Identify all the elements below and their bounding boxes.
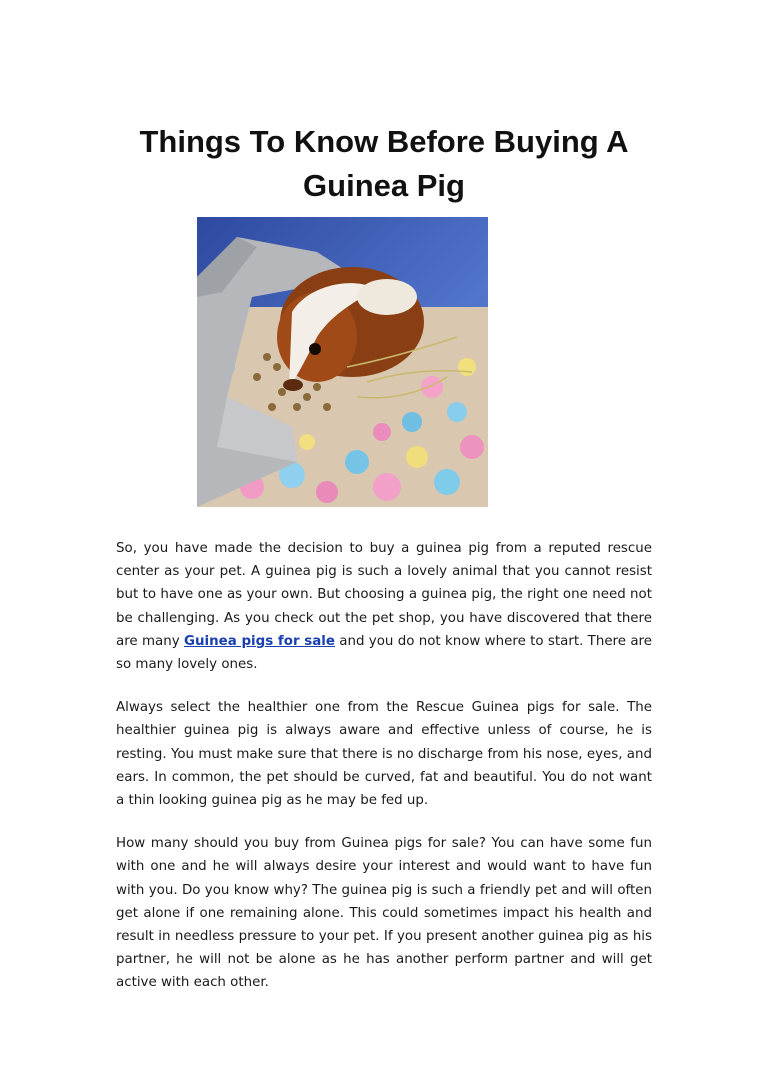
- article-body: [116, 537, 652, 1015]
- guinea-pigs-for-sale-link[interactable]: Guinea pigs for sale: [183, 633, 335, 649]
- document-title: [100, 120, 668, 208]
- guinea-pig-photo: [197, 217, 488, 507]
- title-line-2: Guinea Pig: [303, 168, 465, 203]
- guinea-pig-photo-illustration: [197, 217, 488, 507]
- paragraph-1: [116, 537, 652, 676]
- paragraph-1-text-before: So, you have made the decision to buy a guinea pig from a reputed rescue center as your pet. A guinea pig is such a lovely animal that you cannot resist but to have one as your own. But choosing a guinea pig, the right one need not be challenging. As you check out the pet shop, you have discovered that there are many: [116, 541, 652, 649]
- paragraph-3: How many should you buy from Guinea pigs for sale? You can have some fun with one and he will always desire your interest and would want to have fun with you. Do you know why? The guinea pig is such a friendly pet and will often get alone if one remaining alone. This could sometimes impact his health and result in needless pressure to your pet. If you present another guinea pig as his partner, he will not be alone as he has another perform partner and will get active with each other.: [116, 836, 652, 991]
- paragraph-2: Always select the healthier one from the Rescue Guinea pigs for sale. The healthier guinea pig is always aware and effective unless of course, he is resting. You must make sure that there is no discharge from his nose, eyes, and ears. In common, the pet should be curved, fat and beautiful. You do not want a thin looking guinea pig as he may be fed up.: [116, 700, 652, 809]
- title-line-1: Things To Know Before Buying A: [139, 124, 629, 159]
- paragraph-1-text-after: and you do not know where to start. There are so many lovely ones.: [116, 633, 652, 673]
